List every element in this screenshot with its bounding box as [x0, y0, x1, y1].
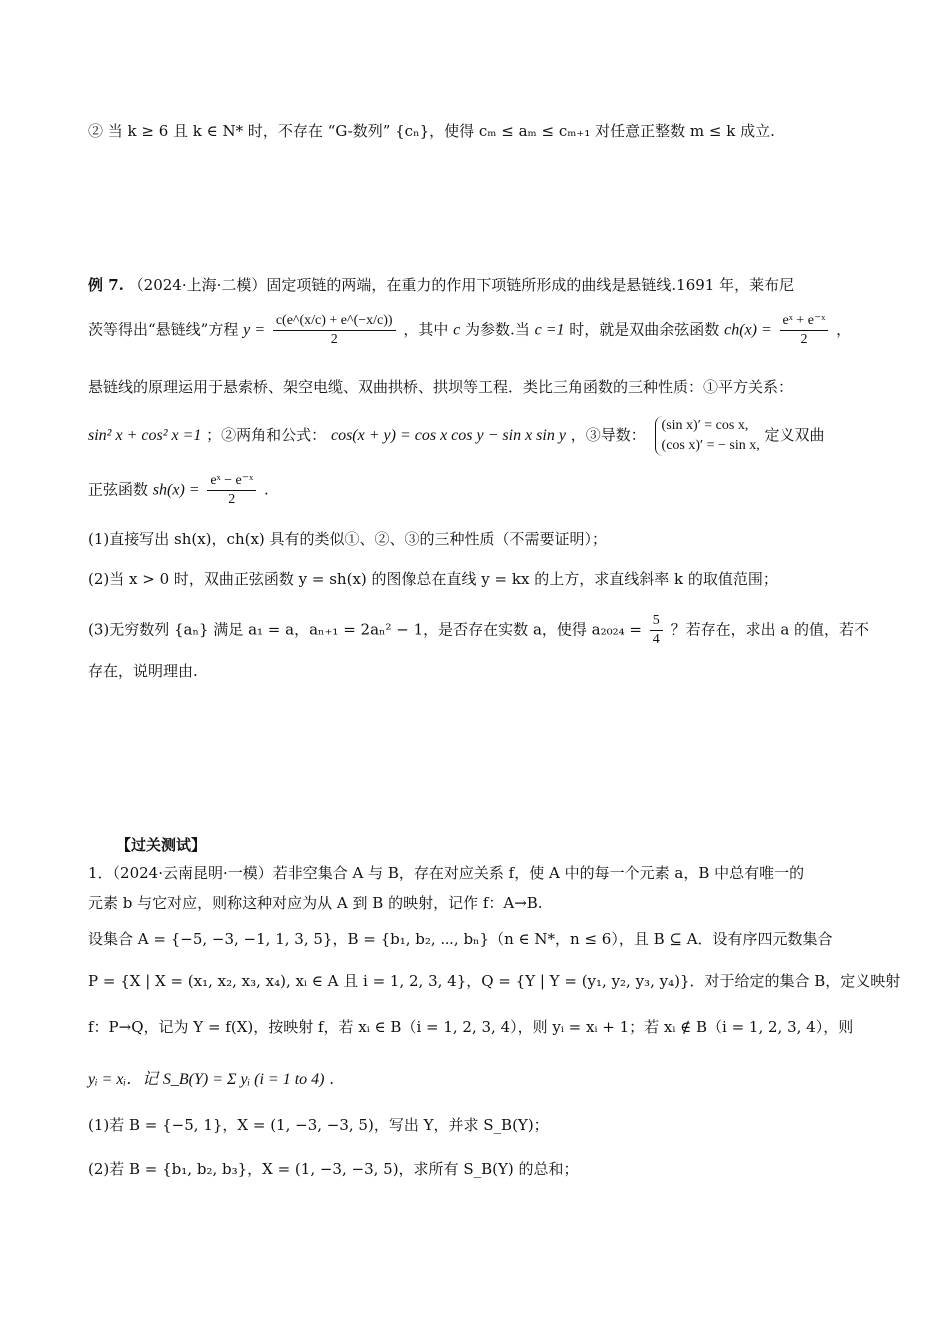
sum-definition: S_B(Y) = Σ yᵢ (i = 1 to 4): [162, 1071, 325, 1088]
a2024-denominator: 4: [652, 632, 660, 647]
example7-text2b: ，其中: [403, 320, 449, 339]
derivative-cos: (cos x)′ = − sin x,: [661, 438, 760, 453]
ch-fraction: [780, 312, 829, 349]
test-line4: P = {X | X = (x₁, x₂, x₃, x₄), xᵢ ∈ A 且 i = 1, 2, 3, 4}，Q = {Y | Y = (y₁, y₂, y₃, y₄)}．对于给定的集合 B，定义映射: [88, 972, 901, 990]
derivative-system: [655, 416, 760, 456]
example7-text2c: 为参数.当: [465, 320, 530, 339]
sum-formula: cos(x + y) = cos x cos y − sin x sin y: [330, 427, 566, 444]
ch-denominator: 2: [800, 332, 808, 347]
test-line6-end: .: [329, 1070, 335, 1088]
example-label: 例 7.: [88, 276, 124, 294]
a2024-numerator: 5: [650, 612, 663, 631]
statement-part-2: ② 当 k ≥ 6 且 k ∈ N* 时，不存在 “G-数列” {cₙ}，使得 cₘ ≤ aₘ ≤ cₘ₊₁ 对任意正整数 m ≤ k 成立.: [88, 122, 775, 140]
example7-line4: [88, 416, 868, 466]
param-c: c: [453, 321, 461, 339]
example7-text2e: ，: [836, 320, 852, 339]
y-equals-x: yᵢ = xᵢ．记: [88, 1071, 159, 1088]
example7-text4b: ；②两角和公式：: [206, 426, 327, 444]
sh-fraction: [207, 472, 256, 509]
question-3-continued: 存在，说明理由.: [88, 662, 198, 680]
test-line3: 设集合 A = {−5, −3, −1, 1, 3, 5}，B = {b₁, b₂, ⋯, bₙ}（n ∈ N*，n ≤ 6），且 B ⊆ A．设有序四元数集合: [88, 930, 833, 948]
example7-text4d: ，③导数：: [570, 426, 646, 444]
question-3-text-a: (3)无穷数列 {aₙ} 满足 a₁ = a，aₙ₊₁ = 2aₙ² − 1，是否存在实数 a，使得 a₂₀₂₄ =: [88, 620, 642, 639]
catenary-denominator: 2: [330, 332, 338, 347]
subquestion-2: (2)若 B = {b₁, b₂, b₃}，X = (1, −3, −3, 5)，求所有 S_B(Y) 的总和；: [88, 1160, 579, 1178]
question-2: (2)当 x > 0 时，双曲正弦函数 y = sh(x) 的图像总在直线 y = kx 的上方，求直线斜率 k 的取值范围；: [88, 570, 778, 588]
test-line6: [88, 1068, 868, 1091]
catenary-lhs: y =: [243, 321, 266, 339]
example7-line3: 悬链线的原理运用于悬索桥、架空电缆、双曲拱桥、拱坝等工程．类比三角函数的三种性质：①平方关系：: [88, 378, 794, 396]
ch-lhs: ch(x) =: [724, 321, 772, 339]
sh-lhs: sh(x) =: [152, 481, 200, 499]
derivative-sin: (sin x)′ = cos x,: [661, 418, 749, 433]
example7-text2a: 茨等得出“悬链线”方程: [88, 320, 239, 339]
c-equals-1: c =1: [534, 321, 565, 339]
example7-text5a: 正弦函数: [88, 480, 149, 499]
test-line1: 1．（2024·云南昆明·一模）若非空集合 A 与 B，存在对应关系 f，使 A 中的每一个元素 a，B 中总有唯一的: [88, 864, 805, 882]
question-3: [88, 612, 868, 656]
sh-denominator: 2: [228, 492, 236, 507]
ch-numerator: eˣ + e⁻ˣ: [780, 312, 829, 331]
test-line5: f：P→Q，记为 Y = f(X)，按映射 f，若 xᵢ ∈ B（i = 1, 2, 3, 4），则 yᵢ = xᵢ + 1；若 xᵢ ∉ B（i = 1, 2, 3, 4），则: [88, 1018, 854, 1036]
question-3-text-b: ？若存在，求出 a 的值，若不: [670, 620, 870, 639]
example7-line5: [88, 472, 868, 516]
example7-line2: [88, 312, 868, 362]
section-heading: 【过关测试】: [116, 836, 207, 854]
sh-numerator: eˣ − e⁻ˣ: [207, 472, 256, 491]
subquestion-1: (1)若 B = {−5, 1}，X = (1, −3, −3, 5)，写出 Y，并求 S_B(Y)；: [88, 1116, 549, 1134]
example7-text5b: .: [263, 480, 269, 499]
square-identity: sin² x + cos² x =1: [88, 427, 202, 444]
test-line2: 元素 b 与它对应，则称这种对应为从 A 到 B 的映射，记作 f：A→B.: [88, 894, 543, 912]
example7-text2d: 时，就是双曲余弦函数: [569, 320, 720, 339]
catenary-fraction: [273, 312, 396, 349]
example7-text4e: 定义双曲: [764, 426, 825, 444]
question-1: (1)直接写出 sh(x)，ch(x) 具有的类似①、②、③的三种性质（不需要证明）；: [88, 530, 608, 548]
example7-text1: （2024·上海·二模）固定项链的两端，在重力的作用下项链所形成的曲线是悬链线.1691 年，莱布尼: [128, 276, 795, 294]
catenary-numerator: c(e^(x/c) + e^(−x/c)): [273, 312, 396, 331]
a2024-fraction: [650, 612, 663, 649]
example7-line1: [88, 274, 868, 296]
